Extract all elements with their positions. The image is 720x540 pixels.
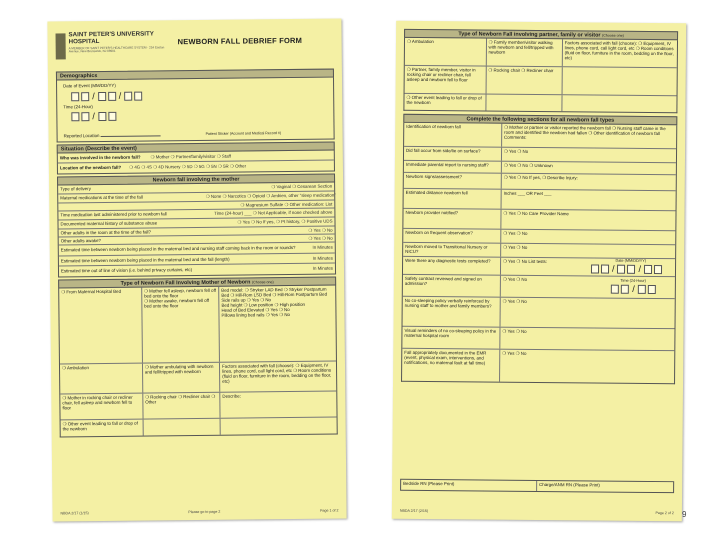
type-mother-section	[58, 286, 338, 438]
mother-row-value[interactable]: ❍ Magnesium Sulfate ❍ Other medication: List	[240, 201, 333, 208]
all-falls-row	[404, 123, 676, 149]
mother-heading: Newborn fall involving the mother	[57, 174, 335, 186]
p2-date-field[interactable]: / /	[591, 263, 662, 274]
all-falls-label: Safety contract reviewed and signed on admission?	[403, 275, 501, 297]
partner-fall-cell-right	[562, 95, 676, 112]
page1-footer	[61, 508, 339, 515]
all-falls-value[interactable]: ❍ Yes ❍ No	[503, 148, 529, 154]
demographics-heading: Demographics	[56, 69, 334, 81]
mother-row-label: Documented maternal history of substance abuse	[60, 220, 158, 227]
all-falls-value[interactable]: Inches ___ OR Feet ___	[503, 190, 552, 197]
who-options[interactable]: ❍ Mother ❍ Partner/family/visitor ❍ Staff	[150, 153, 231, 160]
all-falls-label: Estimated distance newborn fell	[404, 189, 502, 209]
all-falls-label: Newborn on frequent observation?	[403, 229, 501, 243]
type-mother-cell-right	[221, 418, 337, 435]
all-falls-value[interactable]: ❍ Yes ❍ No	[503, 244, 528, 250]
all-falls-value[interactable]: ❍ Mother or partner or visitor reported the newborn fall ❍ Nursing staff came in the room and identified the newborn had fallen ❍ Other identification of newborn fall Comments:	[504, 124, 666, 141]
bedside-rn-field[interactable]: Bedside RN (Please Print)	[401, 480, 537, 491]
type-mother-cell-mid: ❍ Rocking chair ❍ Recliner chair ❍ Other	[143, 393, 221, 419]
mother-row-value[interactable]: ❍ Yes ❍ No If yes, ❍ Pt history, ❍ Positive UDS	[237, 219, 333, 226]
page1-page-number: Page 1 of 2	[320, 508, 339, 513]
type-mother-cell-right: Describe:	[222, 393, 241, 399]
type-mother-cell	[59, 286, 336, 365]
type-mother-cell-mid: ❍ Mother fell asleep, newborn fell off bed onto the floor ❍ Mother awake, newborn fell off bed onto the floor	[142, 287, 220, 363]
date-field[interactable]: / /	[63, 88, 150, 103]
mother-row-value[interactable]: In Minutes	[312, 255, 333, 261]
p2-time-label: Time (24-Hour)	[620, 278, 646, 283]
all-falls-value[interactable]: ❍ Yes ❍ No	[502, 350, 527, 356]
all-falls-label: Visual reminders of no co-sleeping policy in the maternal hospital room	[402, 327, 500, 349]
mother-row-label: Maternal medications at the time of the fall	[60, 195, 143, 201]
type-mother-cell-left[interactable]: ❍ Mother in rocking chair or recliner chair, fell asleep and newborn fell to floor	[60, 394, 143, 420]
time-label: Time (24-Hour)	[63, 104, 93, 110]
all-falls-value[interactable]: ❍ Yes ❍ No Care Provider Name	[503, 210, 569, 217]
form-header	[55, 27, 333, 72]
mother-row-label: Other adults in the room at the time of the fall?	[60, 229, 151, 236]
reported-location-line[interactable]	[101, 131, 161, 137]
who-label: Who was involved in the newborn fall?	[59, 154, 141, 161]
location-row	[58, 161, 334, 174]
type-mother-cell-left[interactable]: ❍ Other event leading to fall or drop of the newborn	[61, 420, 144, 437]
page2-form-number: NBDA 2/17 (2/15)	[399, 508, 429, 513]
all-falls-row	[402, 327, 674, 351]
mother-row-label: Estimated time between newborn being placed in the maternal bed and the fall (length)	[60, 256, 230, 264]
signature-row	[400, 479, 674, 493]
reported-location-label	[64, 131, 161, 138]
mother-row-label: Estimated time between newborn being placed in the maternal bed and nursing staff coming back in the room or rounds?	[60, 245, 296, 253]
partner-fall-cell-left[interactable]: ❍ Other event leading to fall or drop of the newborn	[404, 94, 486, 111]
all-falls-value[interactable]: ❍ Yes ❍ No	[502, 276, 528, 282]
mother-row-value[interactable]: ❍ Yes ❍ No	[308, 235, 333, 241]
mother-row-label: Type of delivery	[60, 186, 91, 192]
partner-fall-title: Type of Newborn Fall involving partner, family or visitor	[458, 31, 601, 39]
all-falls-label: Fall appropriately documented in the EMR (event, physical exam, interventions, and notifications, no maternal fault at fall time)	[402, 349, 500, 382]
time-field[interactable]: /	[63, 109, 124, 124]
all-falls-label: Did fall occur from side/lie on surface?	[404, 147, 502, 161]
partner-fall-section	[403, 38, 678, 113]
location-label: Location of the newborn fall?	[59, 165, 122, 171]
mother-row-value[interactable]: In Minutes	[312, 245, 333, 251]
all-falls-row	[403, 209, 675, 231]
mother-row-value[interactable]: ❍ None ❍ Narcotics ❍ Opioid ❍ Ambien, other "sleep medication"	[205, 193, 336, 200]
all-falls-row	[403, 297, 675, 329]
partner-fall-cell-right	[562, 67, 676, 95]
all-falls-section	[401, 123, 677, 384]
all-falls-label: Immediate parental report to nursing staff?	[404, 161, 502, 173]
all-falls-label: Newborn moved to Transitional Nursery or NICU?	[403, 243, 501, 257]
charge-rn-field[interactable]: Charge/ANM RN (Please Print)	[539, 482, 600, 488]
all-falls-label: No co-sleeping policy verbally reinforced by nursing staff to mother and family members?	[403, 297, 501, 327]
slide-page-number: 9	[682, 510, 687, 519]
partner-fall-cell-mid: ❍ Family member/visitor walking with newborn and fell/tripped with newborn	[486, 39, 562, 67]
form-title: NEWBORN FALL DEBRIEF FORM	[177, 35, 303, 47]
all-falls-value[interactable]: ❍ Yes ❍ No	[502, 328, 527, 334]
complete-heading: Complete the following sections for all newborn fall types	[403, 114, 677, 125]
partner-fall-cell	[405, 38, 677, 68]
mother-row-label: Other adults awake?	[60, 237, 101, 244]
mother-row-label: Time medication last administered prior to newborn fall	[60, 211, 167, 218]
partner-fall-cell	[404, 94, 676, 112]
all-falls-row	[402, 349, 674, 383]
mother-row-value[interactable]: Time (24-hour) ___ ❍ Not Applicable, if none checked above	[214, 210, 333, 217]
partner-fall-cell-mid	[486, 95, 562, 112]
type-mother-cell	[60, 362, 336, 395]
all-falls-value[interactable]: ❍ Yes ❍ No If yes, ❍ Describe Injury:	[503, 174, 578, 181]
type-mother-cell-mid: ❍ Mother ambulating with newborn and fell/tripped with newborn	[143, 363, 221, 393]
all-falls-row	[404, 189, 676, 211]
all-falls-label: Were there any diagnostic tests completed?	[403, 257, 501, 275]
all-falls-label: Identification of newborn fall	[404, 123, 502, 147]
partner-fall-cell-right: Factors associated with fall (choose): ❍ Equipment, IV lines, phone cord, call light cord, etc ❍ Room conditions (fluid on floor, furniture in the room, bedding on the floor, etc)	[564, 40, 674, 61]
mother-row-value[interactable]: In Minutes	[312, 266, 334, 272]
date-label: Date of Event (MM/DD/YY)	[63, 82, 116, 89]
all-falls-value[interactable]: ❍ Yes ❍ No ❍ Unknown	[503, 162, 553, 169]
mother-row-label: Estimated time out of line of vision (i.e. behind privacy curtains, etc)	[60, 267, 193, 274]
demographics-section	[56, 78, 335, 143]
mother-row-value[interactable]: ❍ Vaginal ❍ Cesarean Section	[271, 184, 333, 190]
page1-form-number: NBDA 2/17 (1/15)	[60, 511, 89, 516]
p2-time-field[interactable]: /	[611, 284, 656, 295]
hospital-name: SAINT PETER'S UNIVERSITY HOSPITAL	[68, 30, 154, 45]
type-mother-cell-mid	[143, 419, 220, 436]
mother-section	[57, 183, 336, 278]
partner-fall-note: (Choose one)	[601, 33, 624, 38]
type-mother-cell	[61, 418, 337, 437]
mother-row	[59, 264, 335, 277]
situation-section	[57, 151, 335, 175]
type-mother-cell-right: Bed model: ❍ Stryker LAD Bed ❍ Stryker Postpartum Bed ❍ Hill-Rom LSD Bed ❍ Hill-Rom Postpartum Bed Side rails up ❍ Yes ❍ No Bed height ❍ Low position ❍ High position Head of Bed Elevated ❍ Yes ❍ No Pillows lining bed rails ❍ Yes ❍ No	[221, 286, 328, 319]
partner-fall-cell-left[interactable]: ❍ Partner, family member, visitor in rocking chair or recliner chair, fell asleep and newborn fell to floor	[405, 66, 487, 94]
page2-footer	[400, 509, 674, 516]
patient-sticker-label: Patient Sticker (Account and Medical Record #)	[205, 131, 282, 136]
all-falls-value[interactable]: ❍ Yes ❍ No	[502, 298, 527, 304]
situation-heading: Situation (Describe the event)	[57, 142, 335, 154]
hospital-logo	[55, 30, 175, 67]
type-mother-note: (Choose one)	[251, 280, 274, 285]
all-falls-label: Newborn provider notified?	[403, 209, 501, 229]
type-mother-cell-left[interactable]: ❍ From Maternal Hospital Bed	[59, 288, 143, 364]
type-mother-cell-left[interactable]: ❍ Ambulation	[60, 364, 143, 394]
partner-fall-cell	[405, 66, 677, 96]
location-options[interactable]: ❍ 4G ❍ 4S ❍ 4D Nursery ❍ 5D ❍ 5G ❍ 5N ❍ 5R ❍ Other	[129, 163, 247, 171]
type-mother-cell	[60, 392, 336, 421]
page2-page-number: Page 2 of 2	[655, 510, 674, 516]
type-mother-cell-right: Factors associated with fall (choose): ❍ Equipment, IV lines, phone cord, call light cord, etc ❍ Room conditions (fluid on floor, furniture in the room, bedding on the floor, etc)	[222, 362, 332, 384]
partner-fall-cell-left[interactable]: ❍ Ambulation	[405, 38, 487, 66]
all-falls-value[interactable]: ❍ Yes ❍ No	[503, 230, 528, 236]
all-falls-value[interactable]: ❍ Yes ❍ No List tests:	[502, 258, 548, 265]
p2-date-label: Date (MM/DD/YY)	[615, 258, 647, 263]
type-mother-title: Type of Newborn Fall Involving Mother of Newborn	[120, 279, 251, 287]
all-falls-label: Newborn signs/assessment?	[404, 173, 502, 189]
page1-go-to-page: Please go to page 2	[188, 509, 221, 514]
hospital-address: A MEMBER OF SAINT PETER'S HEALTHCARE SYSTEM · 254 Easton Avenue, New Brunswick, NJ 08901	[68, 45, 165, 54]
hospital-logo-mark	[56, 33, 66, 59]
form-page-1	[47, 18, 346, 521]
partner-fall-cell-mid: ❍ Rocking chair ❍ Recliner chair	[486, 67, 562, 95]
mother-row-value[interactable]: ❍ Yes ❍ No	[308, 227, 333, 233]
form-page-2	[392, 21, 686, 522]
reported-location-text: Reported Location	[63, 133, 100, 139]
